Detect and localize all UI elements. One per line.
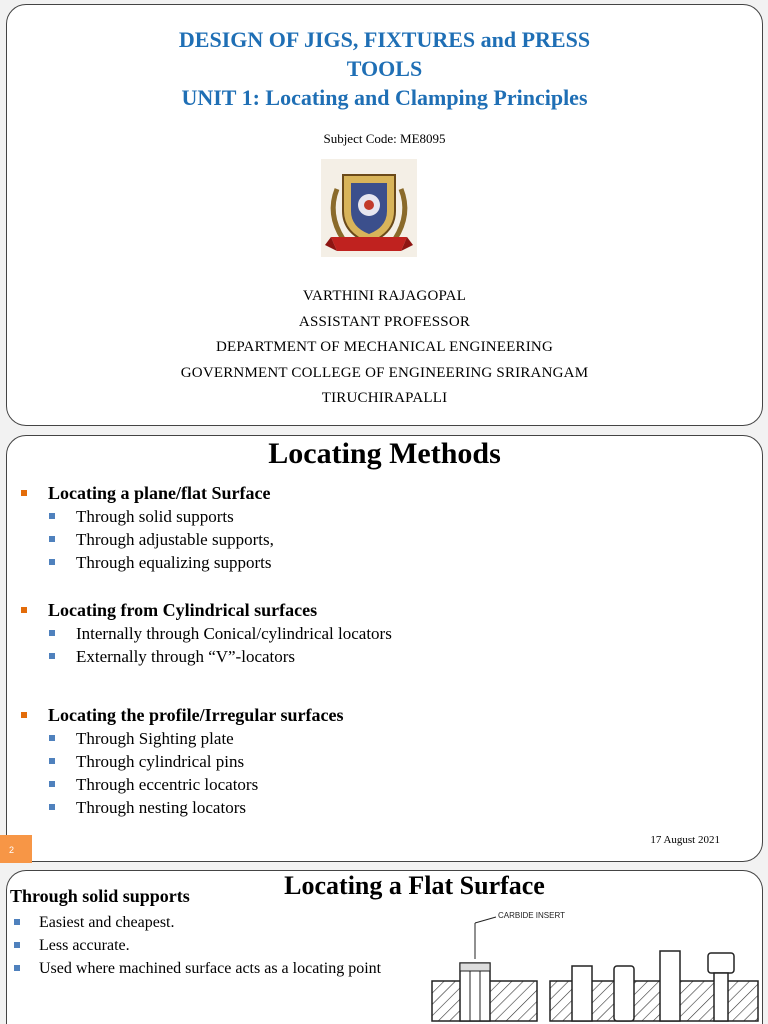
sub-bullet: Through nesting locators bbox=[19, 796, 343, 819]
author-block bbox=[7, 284, 762, 412]
bullet-list bbox=[12, 911, 412, 980]
bullet-group bbox=[19, 703, 343, 819]
title-line: TOOLS bbox=[346, 56, 423, 81]
sub-bullet: Used where machined surface acts as a locating point bbox=[12, 957, 412, 980]
subject-code: Subject Code: ME8095 bbox=[323, 131, 446, 146]
sub-bullet: Through cylindrical pins bbox=[19, 750, 343, 773]
sub-bullet: Easiest and cheapest. bbox=[12, 911, 412, 934]
sub-bullet: Externally through “V”-locators bbox=[19, 645, 392, 668]
section-heading: Through solid supports bbox=[10, 886, 190, 906]
figure-label: CARBIDE INSERT bbox=[498, 911, 565, 920]
title-line: UNIT 1: Locating and Clamping Principles bbox=[181, 85, 588, 110]
bullet-heading: Locating the profile/Irregular surfaces bbox=[19, 703, 343, 727]
sub-bullet: Through solid supports bbox=[19, 505, 274, 528]
author-name: VARTHINI RAJAGOPAL bbox=[302, 288, 467, 304]
author-city: TIRUCHIRAPALLI bbox=[321, 390, 448, 406]
bullet-heading: Locating from Cylindrical surfaces bbox=[19, 598, 392, 622]
author-department: DEPARTMENT OF MECHANICAL ENGINEERING bbox=[216, 339, 553, 355]
author-institution: GOVERNMENT COLLEGE OF ENGINEERING SRIRANGAM bbox=[180, 364, 589, 381]
author-designation: ASSISTANT PROFESSOR bbox=[298, 313, 471, 330]
sub-bullet: Through eccentric locators bbox=[19, 773, 343, 796]
sub-bullet: Internally through Conical/cylindrical locators bbox=[19, 622, 392, 645]
bullet-group bbox=[19, 598, 392, 668]
slide-title: Locating Methods bbox=[268, 437, 501, 470]
page-number-badge: 2 bbox=[0, 835, 32, 863]
slide-date: 17 August 2021 bbox=[650, 834, 720, 846]
slide-title: Locating a Flat Surface bbox=[284, 871, 545, 900]
presentation-title bbox=[7, 25, 762, 112]
locating-methods-slide bbox=[6, 435, 763, 862]
sub-bullet: Less accurate. bbox=[12, 934, 412, 957]
sub-bullet: Through Sighting plate bbox=[19, 727, 343, 750]
bullet-heading: Locating a plane/flat Surface bbox=[19, 481, 274, 505]
title-slide bbox=[6, 4, 763, 426]
sub-bullet: Through equalizing supports bbox=[19, 551, 274, 574]
college-crest-logo bbox=[321, 159, 417, 257]
sub-bullet: Through adjustable supports, bbox=[19, 528, 274, 551]
title-line: DESIGN OF JIGS, FIXTURES and PRESS bbox=[178, 27, 591, 52]
flat-surface-slide bbox=[6, 870, 763, 1024]
bullet-group bbox=[19, 481, 274, 574]
solid-supports-figure bbox=[422, 901, 762, 1024]
